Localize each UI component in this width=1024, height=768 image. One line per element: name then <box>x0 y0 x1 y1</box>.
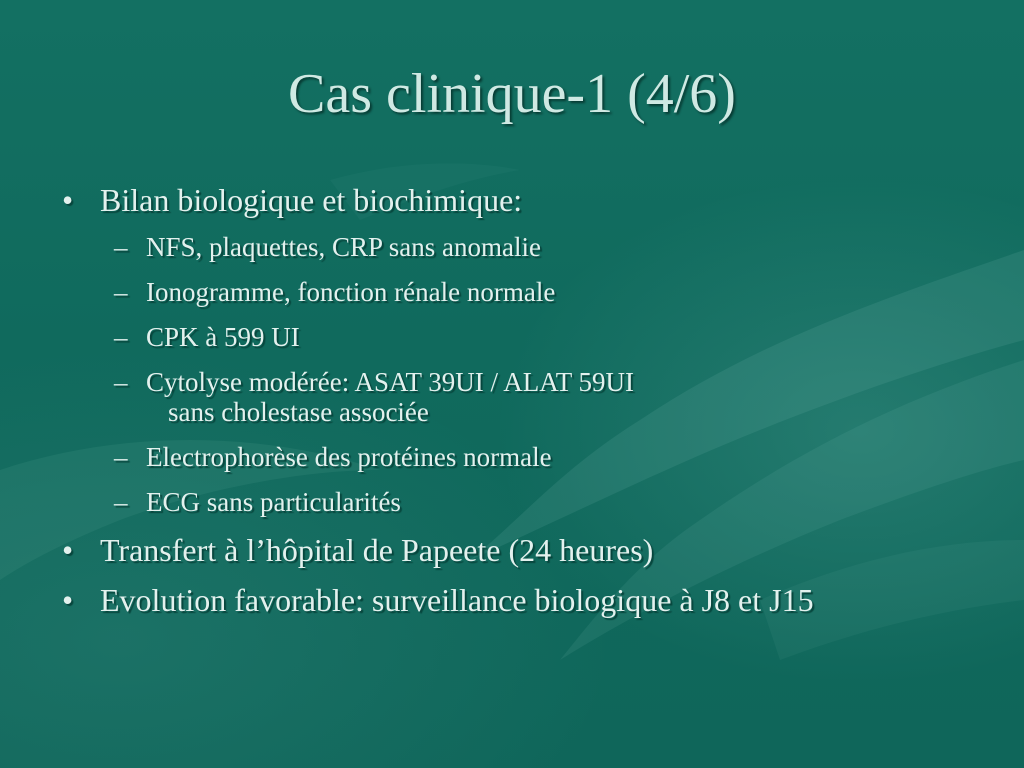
dash-marker: – <box>114 487 128 517</box>
slide-body <box>62 180 1002 630</box>
dash-marker: – <box>114 367 128 397</box>
subitem-text: CPK à 599 UI <box>146 322 300 352</box>
subitem-cpk <box>62 320 1002 354</box>
bullet-marker: • <box>62 532 74 568</box>
subitem-nfs <box>62 230 1002 264</box>
bullet-marker: • <box>62 582 74 618</box>
subitem-cytolyse <box>62 365 1002 429</box>
subitem-continuation: sans cholestase associée <box>168 397 429 427</box>
subitem-ionogramme <box>62 275 1002 309</box>
subitem-text: Electrophorèse des protéines normale <box>146 442 552 472</box>
bullet-item-evolution <box>62 580 1002 620</box>
bullet-item-bilan <box>62 180 1002 220</box>
bullet-item-transfert <box>62 530 1002 570</box>
subitem-text: Ionogramme, fonction rénale normale <box>146 277 556 307</box>
dash-marker: – <box>114 232 128 262</box>
bullet-text: Bilan biologique et biochimique: <box>100 182 523 218</box>
bullet-text: Transfert à l’hôpital de Papeete (24 heures) <box>100 532 654 568</box>
slide-title: Cas clinique-1 (4/6) <box>288 63 736 125</box>
subitem-text: NFS, plaquettes, CRP sans anomalie <box>146 232 541 262</box>
subitem-electrophorese <box>62 440 1002 474</box>
bullet-marker: • <box>62 182 74 218</box>
dash-marker: – <box>114 277 128 307</box>
subitem-ecg <box>62 485 1002 519</box>
bullet-text: Evolution favorable: surveillance biologique à J8 et J15 <box>100 582 814 618</box>
dash-marker: – <box>114 442 128 472</box>
dash-marker: – <box>114 322 128 352</box>
subitem-text: ECG sans particularités <box>146 487 401 517</box>
subitem-text: Cytolyse modérée: ASAT 39UI / ALAT 59UI <box>146 367 634 397</box>
